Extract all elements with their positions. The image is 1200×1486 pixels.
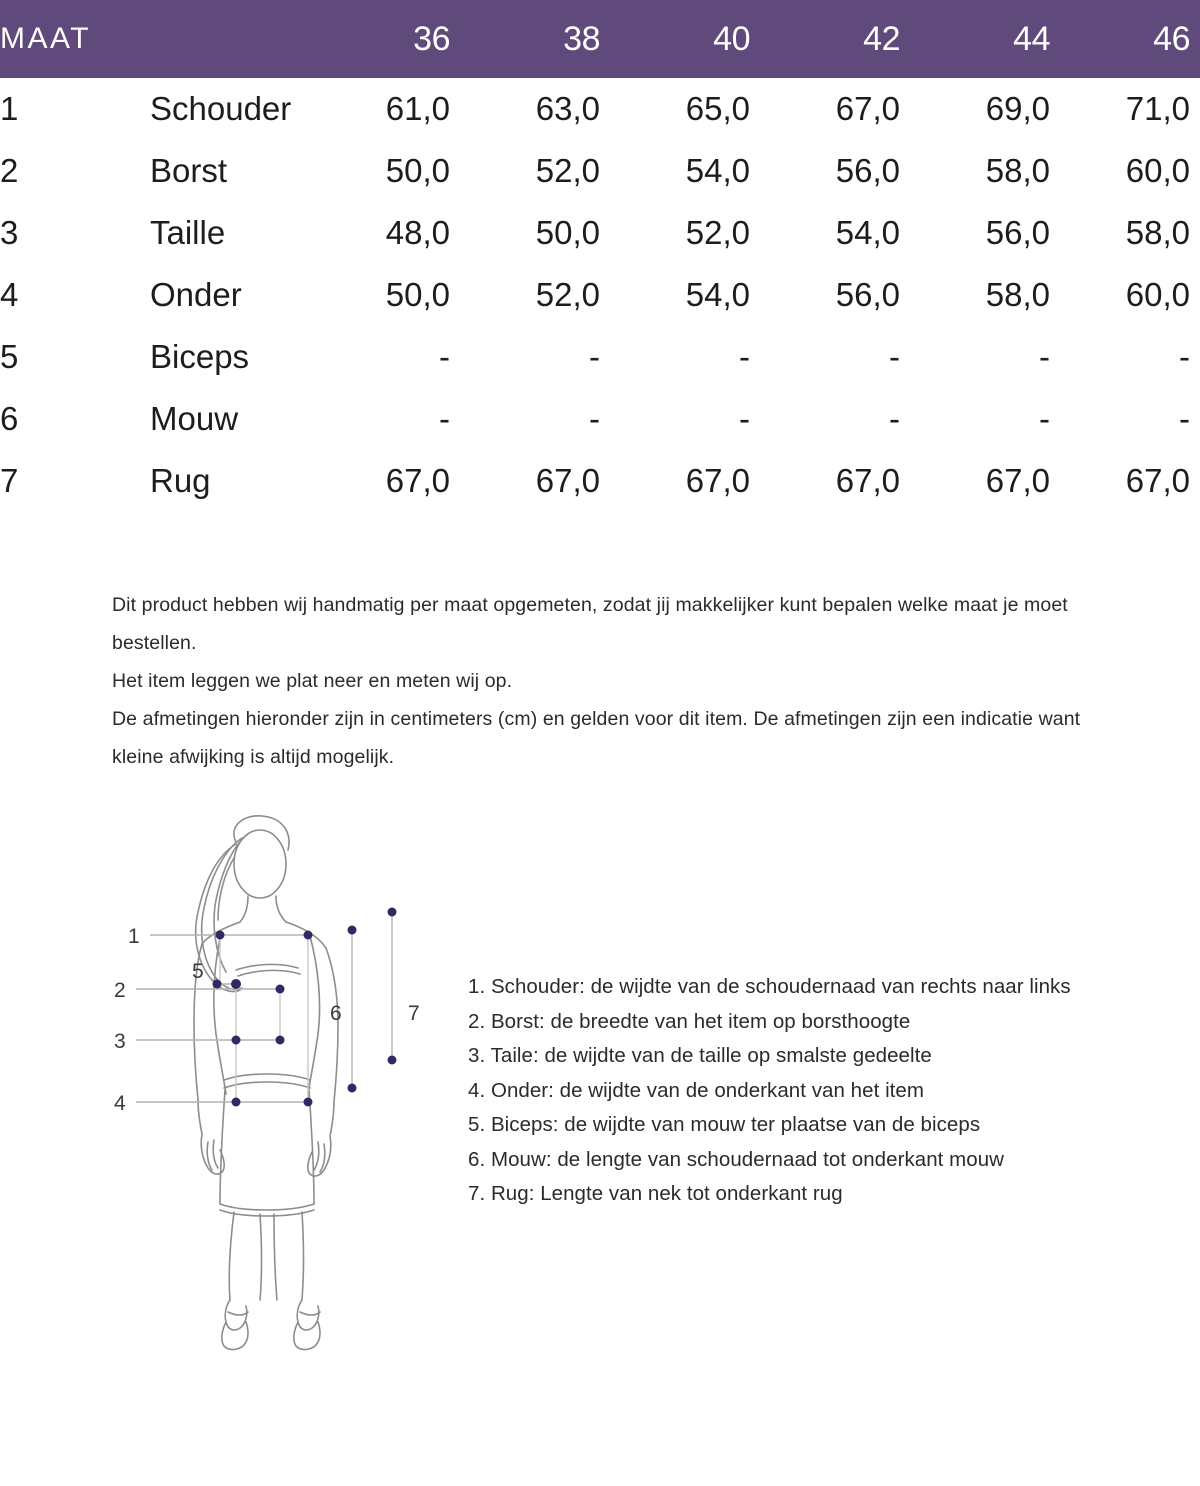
legend-item: 5. Biceps: de wijdte van mouw ter plaatse van de biceps: [468, 1113, 981, 1136]
cell-value: -: [589, 338, 600, 375]
cell-value: 67,0: [535, 462, 600, 499]
header-maat-label: MAAT: [0, 22, 92, 55]
measurement-intro-text: [0, 586, 1200, 776]
cell-value: 48,0: [385, 214, 450, 251]
row-number: 5: [0, 338, 19, 375]
cell-value: -: [739, 400, 750, 437]
legend-item: 1. Schouder: de wijdte van de schoudernaad van rechts naar links: [468, 975, 1071, 998]
row-label: Onder: [150, 276, 242, 313]
marker-dot: [216, 931, 225, 940]
figure-label-7: 7: [408, 1002, 420, 1025]
cell-value: 56,0: [835, 152, 900, 189]
marker-dot: [276, 985, 285, 994]
marker-dot: [304, 1098, 313, 1107]
intro-line-1: Dit product hebben wij handmatig per maat opgemeten, zodat jij makkelijker kunt bepalen welke maat je moet bestellen.: [112, 594, 1068, 654]
legend-item: 3. Taile: de wijdte van de taille op smalste gedeelte: [468, 1044, 932, 1067]
marker-dot: [232, 1036, 241, 1045]
size-chart-header: [0, 0, 1200, 78]
header-size-38: 38: [563, 19, 600, 58]
intro-line-3: De afmetingen hieronder zijn in centimeters (cm) en gelden voor dit item. De afmetingen zijn een indicatie want kleine afwijking is altijd mogelijk.: [112, 708, 1081, 768]
figure-label-2: 2: [114, 979, 126, 1002]
table-row: [0, 78, 1200, 140]
figure-label-5: 5: [192, 960, 204, 983]
marker-dot: [388, 1056, 397, 1065]
legend-item: 4. Onder: de wijdte van de onderkant van het item: [468, 1078, 925, 1102]
cell-value: -: [589, 400, 600, 437]
marker-dot: [348, 926, 357, 935]
marker-dot: [232, 1098, 241, 1107]
figure-label-1: 1: [128, 925, 140, 948]
size-chart-body: [0, 78, 1200, 512]
cell-value: 50,0: [385, 152, 450, 189]
cell-value: 56,0: [985, 214, 1050, 251]
header-size-44: 44: [1013, 19, 1050, 58]
cell-value: -: [1179, 338, 1190, 375]
cell-value: -: [1179, 400, 1190, 437]
cell-value: 63,0: [535, 90, 600, 127]
cell-value: 54,0: [685, 276, 750, 313]
cell-value: -: [889, 400, 900, 437]
row-number: 3: [0, 214, 19, 251]
table-row: [0, 140, 1200, 202]
cell-value: 71,0: [1125, 90, 1190, 127]
cell-value: 67,0: [835, 90, 900, 127]
row-number: 2: [0, 152, 19, 189]
header-size-36: 36: [413, 19, 450, 58]
header-size-40: 40: [713, 19, 750, 58]
header-size-46: 46: [1153, 19, 1190, 58]
table-row: [0, 202, 1200, 264]
header-row: [0, 0, 1200, 78]
marker-dot: [231, 979, 241, 989]
cell-value: -: [889, 338, 900, 375]
legend-item: 2. Borst: de breedte van het item op borsthoogte: [468, 1009, 911, 1033]
cell-value: 54,0: [685, 152, 750, 189]
cell-value: 60,0: [1125, 276, 1190, 313]
cell-value: 56,0: [835, 276, 900, 313]
intro-line-2: Het item leggen we plat neer en meten wij op.: [112, 670, 513, 692]
table-row: [0, 388, 1200, 450]
cell-value: 52,0: [535, 152, 600, 189]
cell-value: -: [439, 338, 450, 375]
legend-item: 7. Rug: Lengte van nek tot onderkant rug: [468, 1182, 843, 1205]
measurement-figure: [112, 812, 452, 1352]
cell-value: -: [739, 338, 750, 375]
row-label: Schouder: [150, 90, 292, 127]
figure-label-3: 3: [114, 1030, 126, 1053]
cell-value: 58,0: [985, 276, 1050, 313]
cell-value: 50,0: [385, 276, 450, 313]
table-row: [0, 450, 1200, 512]
figure-and-legend-section: [0, 812, 1200, 1372]
cell-value: 50,0: [535, 214, 600, 251]
cell-value: 69,0: [985, 90, 1050, 127]
cell-value: 54,0: [835, 214, 900, 251]
row-label: Biceps: [150, 338, 250, 375]
cell-value: 61,0: [385, 90, 450, 127]
cell-value: 65,0: [685, 90, 750, 127]
size-chart-table: [0, 0, 1200, 512]
row-number: 1: [0, 90, 19, 127]
row-number: 4: [0, 276, 19, 313]
cell-value: 67,0: [985, 462, 1050, 499]
cell-value: 67,0: [1125, 462, 1190, 499]
marker-dot: [213, 980, 222, 989]
marker-dot: [348, 1084, 357, 1093]
row-label: Borst: [150, 152, 228, 189]
cell-value: 58,0: [1125, 214, 1190, 251]
row-number: 7: [0, 462, 19, 499]
table-row: [0, 264, 1200, 326]
measurement-legend: [468, 970, 1128, 1212]
header-size-42: 42: [863, 19, 900, 58]
row-label: Rug: [150, 462, 211, 499]
cell-value: -: [439, 400, 450, 437]
row-number: 6: [0, 400, 19, 437]
row-label: Mouw: [150, 400, 239, 437]
legend-item: 6. Mouw: de lengte van schoudernaad tot onderkant mouw: [468, 1147, 1005, 1171]
marker-dot: [388, 908, 397, 917]
marker-dot: [276, 1036, 285, 1045]
female-figure-diagram: [112, 812, 452, 1352]
cell-value: 52,0: [685, 214, 750, 251]
cell-value: 67,0: [835, 462, 900, 499]
cell-value: 58,0: [985, 152, 1050, 189]
row-label: Taille: [150, 214, 226, 251]
cell-value: 60,0: [1125, 152, 1190, 189]
cell-value: -: [1039, 400, 1050, 437]
figure-label-4: 4: [114, 1092, 126, 1115]
table-row: [0, 326, 1200, 388]
cell-value: 67,0: [385, 462, 450, 499]
cell-value: -: [1039, 338, 1050, 375]
cell-value: 67,0: [685, 462, 750, 499]
marker-dot: [304, 931, 313, 940]
cell-value: 52,0: [535, 276, 600, 313]
figure-label-6: 6: [330, 1002, 342, 1025]
